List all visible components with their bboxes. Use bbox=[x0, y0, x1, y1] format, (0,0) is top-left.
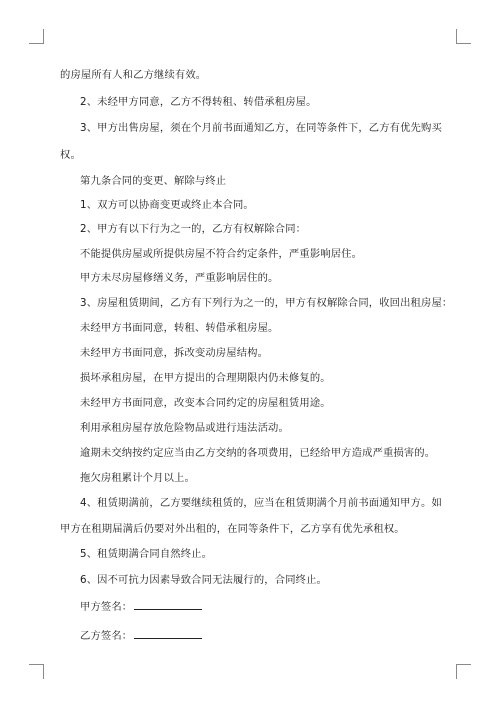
paragraph-line: 3、甲方出售房屋，须在个月前书面通知乙方，在同等条件下，乙方有优先购买 bbox=[80, 122, 442, 134]
signature-label-party-a: 甲方签名： bbox=[80, 601, 133, 613]
signature-line-party-b bbox=[80, 628, 202, 643]
paragraph-line: 2、未经甲方同意，乙方不得转租、转借承租房屋。 bbox=[80, 96, 317, 108]
paragraph-line: 损坏承租房屋，在甲方提出的合理期限内仍未修复的。 bbox=[80, 372, 331, 384]
crop-mark-top-right bbox=[456, 29, 471, 44]
signature-line-party-a bbox=[80, 599, 202, 614]
paragraph-line: 2、甲方有以下行为之一的，乙方有权解除合同： bbox=[80, 223, 307, 235]
paragraph-line: 的房屋所有人和乙方继续有效。 bbox=[60, 69, 207, 81]
paragraph-line: 甲方在租期届满后仍要对外出租的，在同等条件下，乙方享有优先承租权。 bbox=[60, 523, 405, 535]
crop-mark-bottom-right bbox=[456, 664, 471, 679]
signature-label-party-b: 乙方签名： bbox=[80, 630, 133, 642]
paragraph-line: 甲方未尽房屋修缮义务，严重影响居住的。 bbox=[80, 272, 279, 284]
paragraph-line: 不能提供房屋或所提供房屋不符合约定条件，严重影响居住。 bbox=[80, 248, 363, 260]
signature-field-party-b[interactable] bbox=[134, 628, 202, 639]
paragraph-line: 未经甲方书面同意，改变本合同约定的房屋租赁用途。 bbox=[80, 397, 331, 409]
paragraph-line: 逾期未交纳按约定应当由乙方交纳的各项费用，已经给甲方造成严重损害的。 bbox=[80, 447, 436, 459]
section-heading: 第九条合同的变更、解除与终止 bbox=[80, 175, 227, 187]
paragraph-line: 6、因不可抗力因素导致合同无法履行的，合同终止。 bbox=[80, 574, 327, 586]
paragraph-line: 1、双方可以协商变更或终止本合同。 bbox=[80, 199, 254, 211]
crop-mark-bottom-left bbox=[29, 664, 44, 679]
paragraph-line: 4、租赁期满前，乙方要继续租赁的，应当在租赁期满个月前书面通知甲方。如 bbox=[80, 497, 442, 509]
paragraph-line: 5、租赁期满合同自然终止。 bbox=[80, 548, 213, 560]
paragraph-line: 利用承租房屋存放危险物品或进行违法活动。 bbox=[80, 422, 289, 434]
crop-mark-top-left bbox=[29, 29, 44, 44]
paragraph-line: 未经甲方书面同意，转租、转借承租房屋。 bbox=[80, 322, 279, 334]
paragraph-line: 拖欠房租累计个月以上。 bbox=[80, 472, 195, 484]
signature-field-party-a[interactable] bbox=[134, 599, 202, 610]
paragraph-line: 未经甲方书面同意，拆改变动房屋结构。 bbox=[80, 347, 269, 359]
paragraph-line: 权。 bbox=[60, 149, 81, 161]
paragraph-line: 3、房屋租赁期间，乙方有下列行为之一的，甲方有权解除合同，收回出租房屋： bbox=[80, 297, 453, 309]
